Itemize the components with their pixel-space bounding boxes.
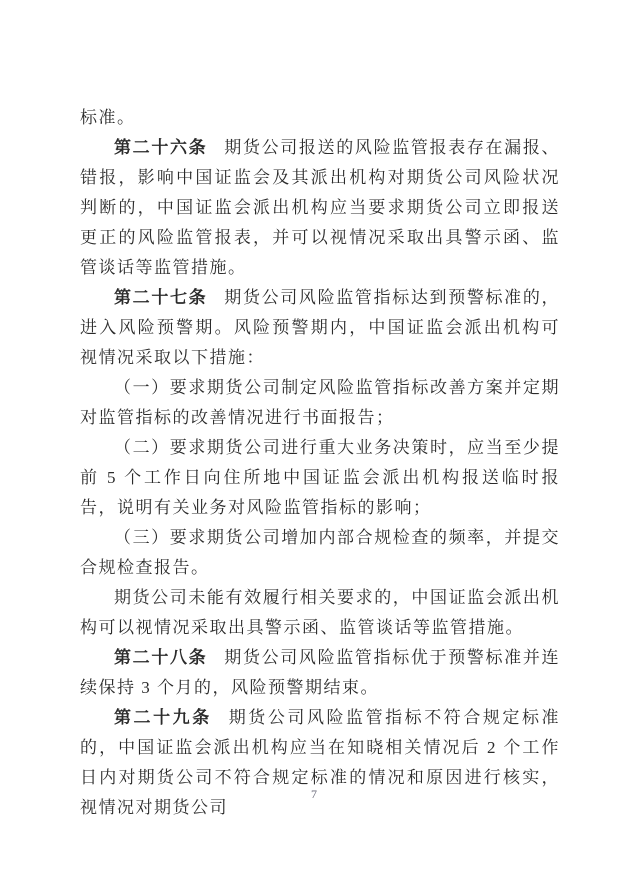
paragraph <box>80 583 560 643</box>
paragraph-text: 期货公司报送的风险监管报表存在漏报、错报，影响中国证监会及其派出机构对期货公司风险状况判断的，中国证监会派出机构应当要求期货公司立即报送更正的风险监管报表，并可以视情况采取出具警示函、监管谈话等监管措施。 <box>80 138 561 277</box>
document-body <box>80 103 560 823</box>
paragraph <box>80 703 560 823</box>
paragraph-text: （三）要求期货公司增加内部合规检查的频率，并提交合规检查报告。 <box>80 528 560 577</box>
paragraph <box>80 433 560 523</box>
paragraph-text: 标准。 <box>80 108 136 127</box>
paragraph-text: 期货公司风险监管指标优于预警标准并连续保持 3 个月的，风险预警期结束。 <box>80 648 561 697</box>
paragraph <box>80 523 560 583</box>
article-number: 第二十八条 <box>114 648 208 667</box>
paragraph-text: 期货公司风险监管指标不符合规定标准的，中国证监会派出机构应当在知晓相关情况后 2 个工作日内对期货公司不符合规定标准的情况和原因进行核实，视情况对期货公司 <box>80 708 561 817</box>
paragraph-text: （一）要求期货公司制定风险监管指标改善方案并定期对监管指标的改善情况进行书面报告； <box>80 378 560 427</box>
article-number: 第二十七条 <box>114 288 208 307</box>
paragraph-text: （二）要求期货公司进行重大业务决策时，应当至少提前 5 个工作日向住所地中国证监会派出机构报送临时报告，说明有关业务对风险监管指标的影响； <box>80 438 560 517</box>
article-number: 第二十九条 <box>114 708 212 727</box>
page-number: 7 <box>311 787 317 801</box>
paragraph-text: 期货公司风险监管指标达到预警标准的，进入风险预警期。风险预警期内，中国证监会派出机构可视情况采取以下措施： <box>80 288 561 367</box>
paragraph <box>80 283 560 373</box>
paragraph <box>80 643 560 703</box>
paragraph <box>80 103 560 133</box>
paragraph <box>80 133 560 283</box>
article-number: 第二十六条 <box>114 138 208 157</box>
paragraph-text: 期货公司未能有效履行相关要求的，中国证监会派出机构可以视情况采取出具警示函、监管谈话等监管措施。 <box>80 588 560 637</box>
paragraph <box>80 373 560 433</box>
